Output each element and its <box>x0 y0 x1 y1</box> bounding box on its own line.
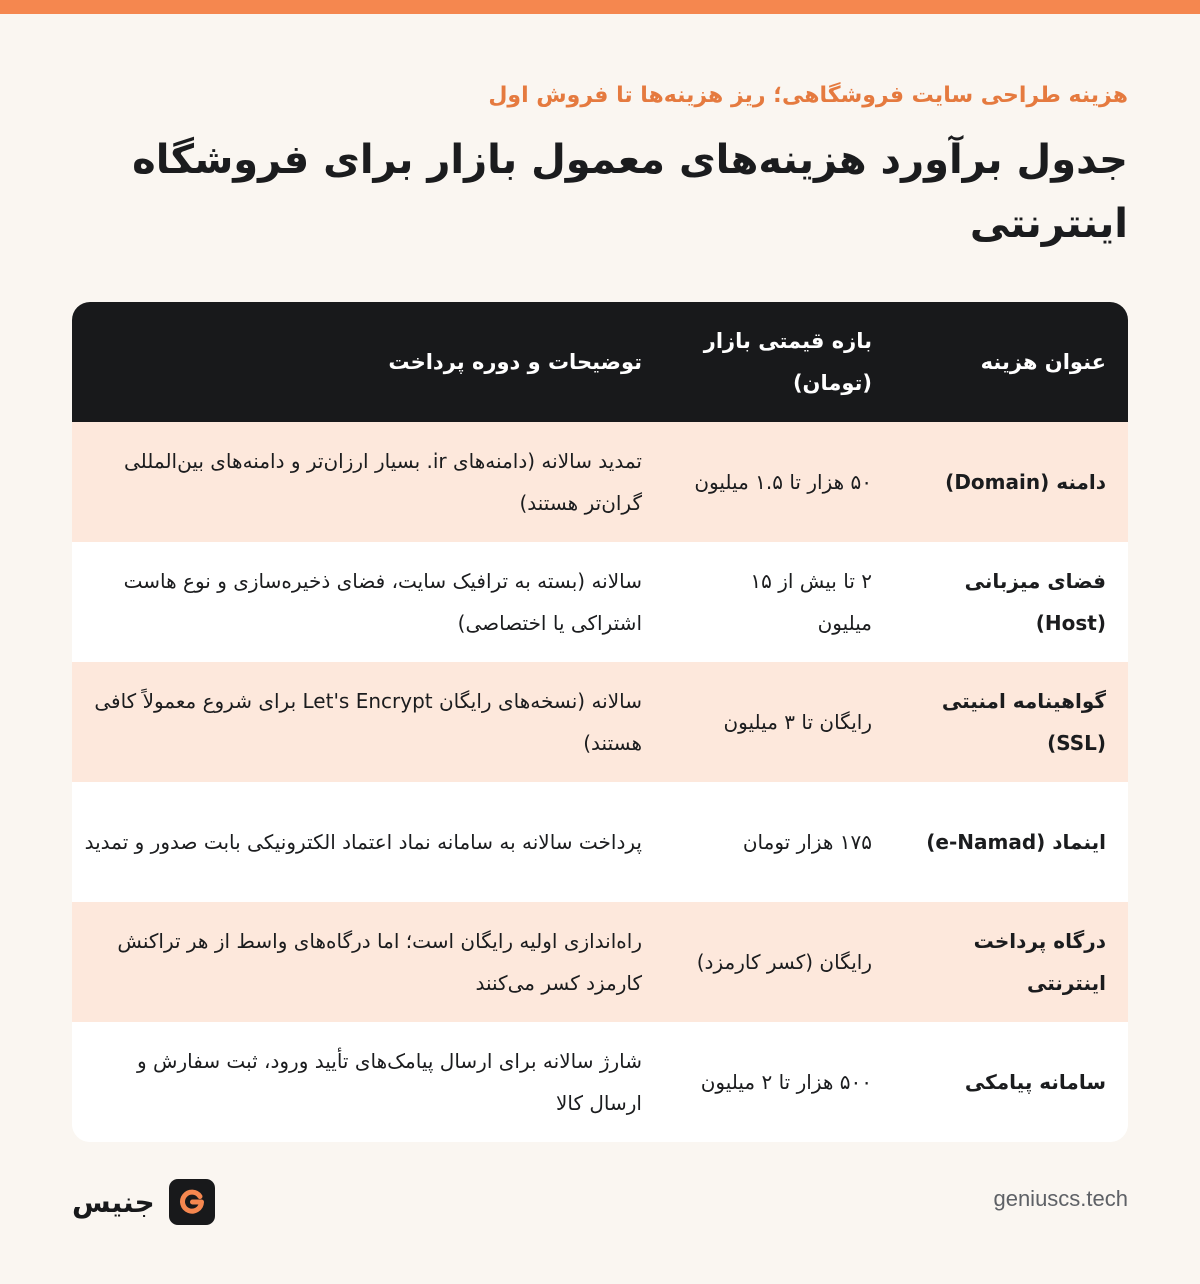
row-price: ۲ تا بیش از ۱۵ میلیون <box>750 569 872 635</box>
row-item: فضای میزبانی (Host) <box>964 569 1106 635</box>
row-item: گواهینامه امنیتی (SSL) <box>941 689 1106 755</box>
site-url[interactable]: geniuscs.tech <box>993 1186 1128 1211</box>
row-item: اینماد (e-Namad) <box>926 830 1106 854</box>
row-notes: سالانه (بسته به ترافیک سایت، فضای ذخیره‌سازی و نوع هاست اشتراکی یا اختصاصی) <box>123 569 642 635</box>
row-item: سامانه پیامکی <box>964 1070 1106 1094</box>
top-accent-bar <box>0 0 1200 14</box>
row-item: دامنه (Domain) <box>945 470 1106 494</box>
table-row <box>72 782 1128 902</box>
row-price: رایگان (کسر کارمزد) <box>696 950 872 974</box>
column-header-item: عنوان هزینه <box>980 350 1106 374</box>
row-price: ۱۷۵ هزار تومان <box>742 830 872 854</box>
row-notes: پرداخت سالانه به سامانه نماد اعتماد الکترونیکی بابت صدور و تمدید <box>84 830 642 854</box>
page-subtitle: هزینه طراحی سایت فروشگاهی؛ ریز هزینه‌ها تا فروش اول <box>488 83 1128 108</box>
row-notes: تمدید سالانه (دامنه‌های ir. بسیار ارزان‌تر و دامنه‌های بین‌المللی گران‌تر هستند) <box>123 449 642 515</box>
row-price: رایگان تا ۳ میلیون <box>723 710 872 734</box>
table-row <box>72 902 1128 1022</box>
table-row <box>72 662 1128 782</box>
column-header-notes: توضیحات و دوره پرداخت <box>388 350 642 374</box>
row-notes: راه‌اندازی اولیه رایگان است؛ اما درگاه‌های واسط از هر تراکنش کارمزد کسر می‌کنند <box>117 929 642 995</box>
brand-logo[interactable] <box>72 1179 215 1225</box>
table-row <box>72 1022 1128 1142</box>
row-price: ۵۰۰ هزار تا ۲ میلیون <box>700 1070 872 1094</box>
brand-name: جنیس <box>72 1185 155 1219</box>
table-row <box>72 542 1128 662</box>
page-title: جدول برآورد هزینه‌های معمول بازار برای فروشگاه اینترنتی <box>132 137 1128 247</box>
row-price: ۵۰ هزار تا ۱.۵ میلیون <box>694 470 872 494</box>
cost-table <box>72 302 1128 1142</box>
g-letter-icon <box>169 1179 215 1225</box>
row-notes: سالانه (نسخه‌های رایگان Let's Encrypt برای شروع معمولاً کافی هستند) <box>94 689 642 755</box>
column-header-price: بازه قیمتی بازار (تومان) <box>703 329 872 395</box>
table-row <box>72 422 1128 542</box>
row-notes: شارژ سالانه برای ارسال پیامک‌های تأیید ورود، ثبت سفارش و ارسال کالا <box>137 1049 642 1115</box>
row-item: درگاه پرداخت اینترنتی <box>973 929 1106 995</box>
table-header-row <box>72 302 1128 422</box>
